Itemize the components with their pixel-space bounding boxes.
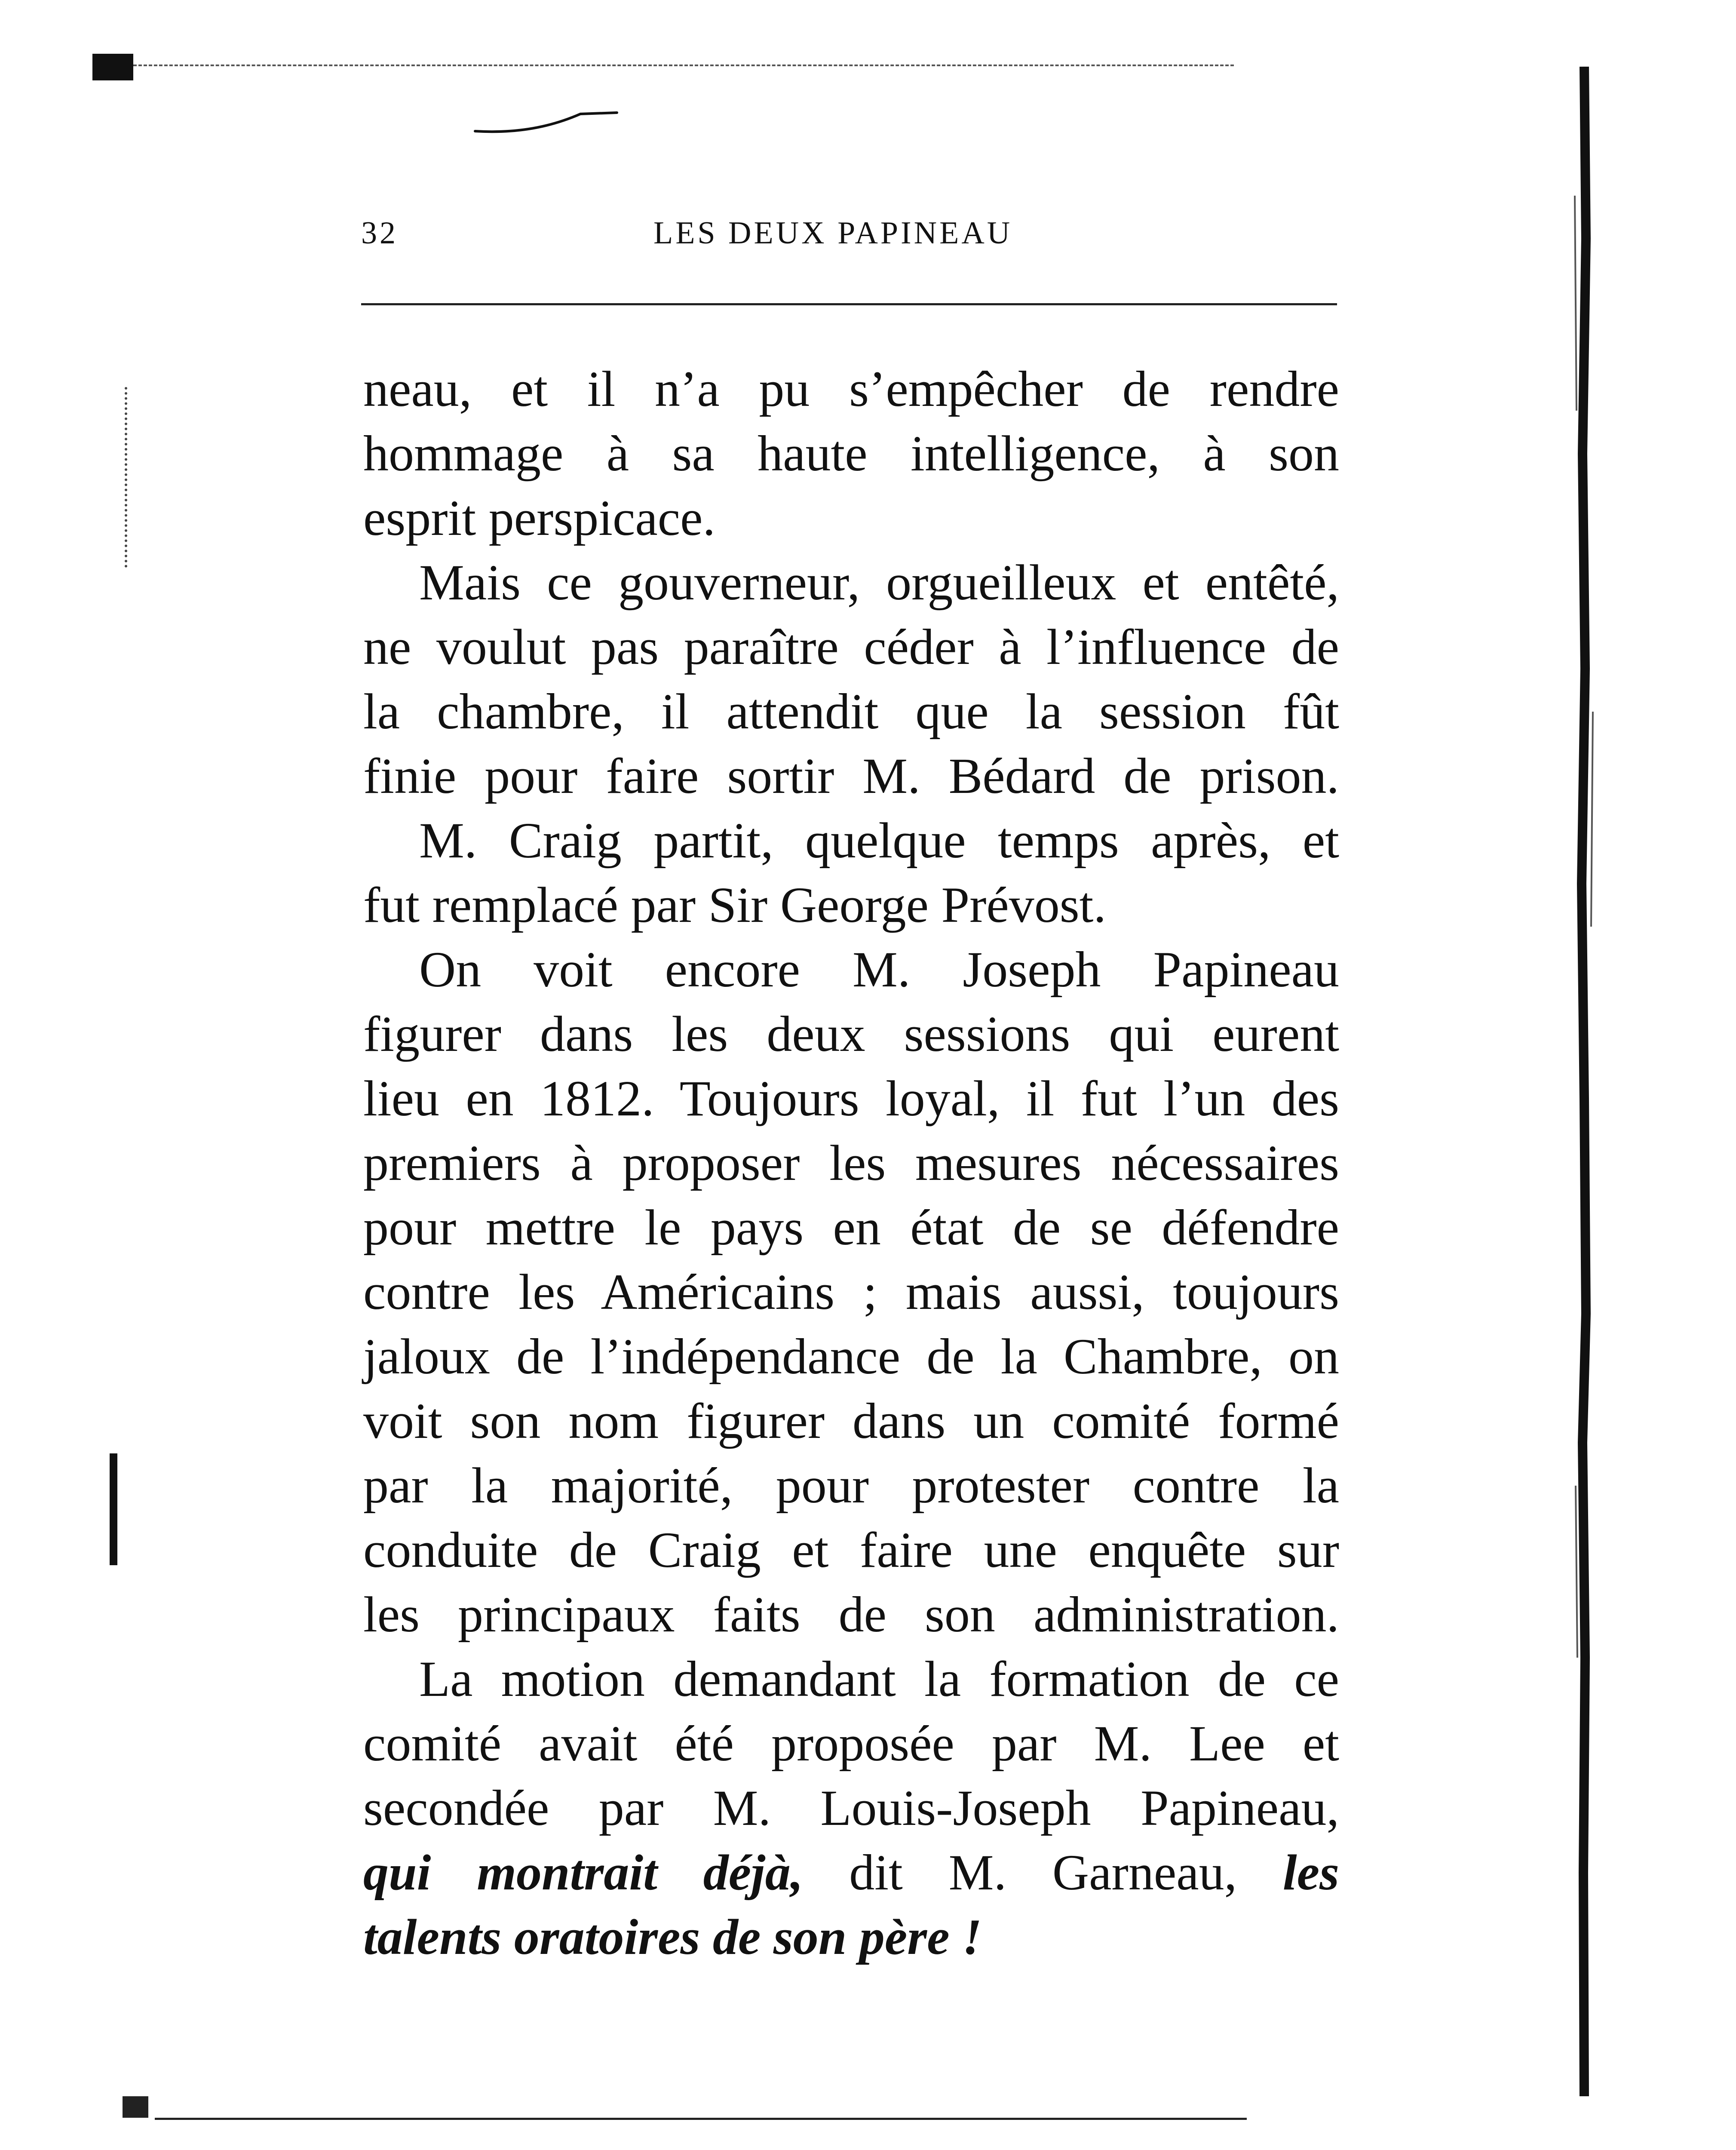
text-line: figurer dans les deux sessions qui eurent [363,1006,1339,1062]
page-number: 32 [361,215,398,251]
text-line: lieu en 1812. Toujours loyal, il fut l’un des [363,1070,1339,1127]
text-line: secondée par M. Louis-Joseph Papineau, [363,1780,1339,1836]
italic-quote: qui montrait déjà, [363,1844,804,1901]
header-rule [361,303,1337,305]
scan-left-dots [125,387,130,568]
pen-stroke-mark [473,103,619,138]
scan-top-edge [133,64,1234,66]
scan-bottom-edge [155,2118,1247,2120]
text-line: neau, et il n’a pu s’empêcher de rendre [363,361,1339,417]
roman-text: dit M. Garneau, [803,1844,1283,1901]
text-line: par la majorité, pour protester contre la [363,1457,1339,1514]
scan-corner-mark [92,54,133,80]
running-header [361,215,1337,262]
text-line: conduite de Craig et faire une enquête sur [363,1522,1339,1578]
text-line: jaloux de l’indépendance de la Chambre, on [363,1328,1339,1385]
text-line: On voit encore M. Joseph Papineau [419,941,1339,998]
text-line: M. Craig partit, quelque temps après, et [419,812,1339,869]
text-line: fut remplacé par Sir George Prévost. [363,877,1106,933]
text-line: finie pour faire sortir M. Bédard de prison. [363,748,1339,804]
text-line: hommage à sa haute intelligence, à son [363,425,1339,482]
text-line: esprit perspicace. [363,490,716,546]
text-line-italic [363,1905,1339,1969]
italic-quote: talents oratoires de son père ! [363,1909,982,1965]
scan-binding-edge [1571,67,1597,2096]
running-title: LES DEUX PAPINEAU [653,215,1013,251]
text-line: premiers à proposer les mesures nécessaires [363,1135,1339,1191]
text-line-mixed [363,1840,1339,1905]
body-text [363,357,1339,1969]
text-line: comité avait été proposée par M. Lee et [363,1715,1339,1772]
text-line: pour mettre le pays en état de se défendre [363,1199,1339,1256]
text-line: la chambre, il attendit que la session fût [363,683,1339,740]
text-line: les principaux faits de son administration. [363,1586,1339,1643]
text-line: contre les Américains ; mais aussi, toujours [363,1264,1339,1320]
scan-left-speckle [110,1453,117,1565]
text-line: La motion demandant la formation de ce [419,1651,1339,1707]
italic-quote: les [1282,1844,1339,1901]
text-line: Mais ce gouverneur, orgueilleux et entêté, [419,554,1339,611]
text-line: ne voulut pas paraître céder à l’influence de [363,619,1339,675]
text-line: voit son nom figurer dans un comité formé [363,1393,1339,1449]
scan-bottom-mark [123,2096,148,2118]
